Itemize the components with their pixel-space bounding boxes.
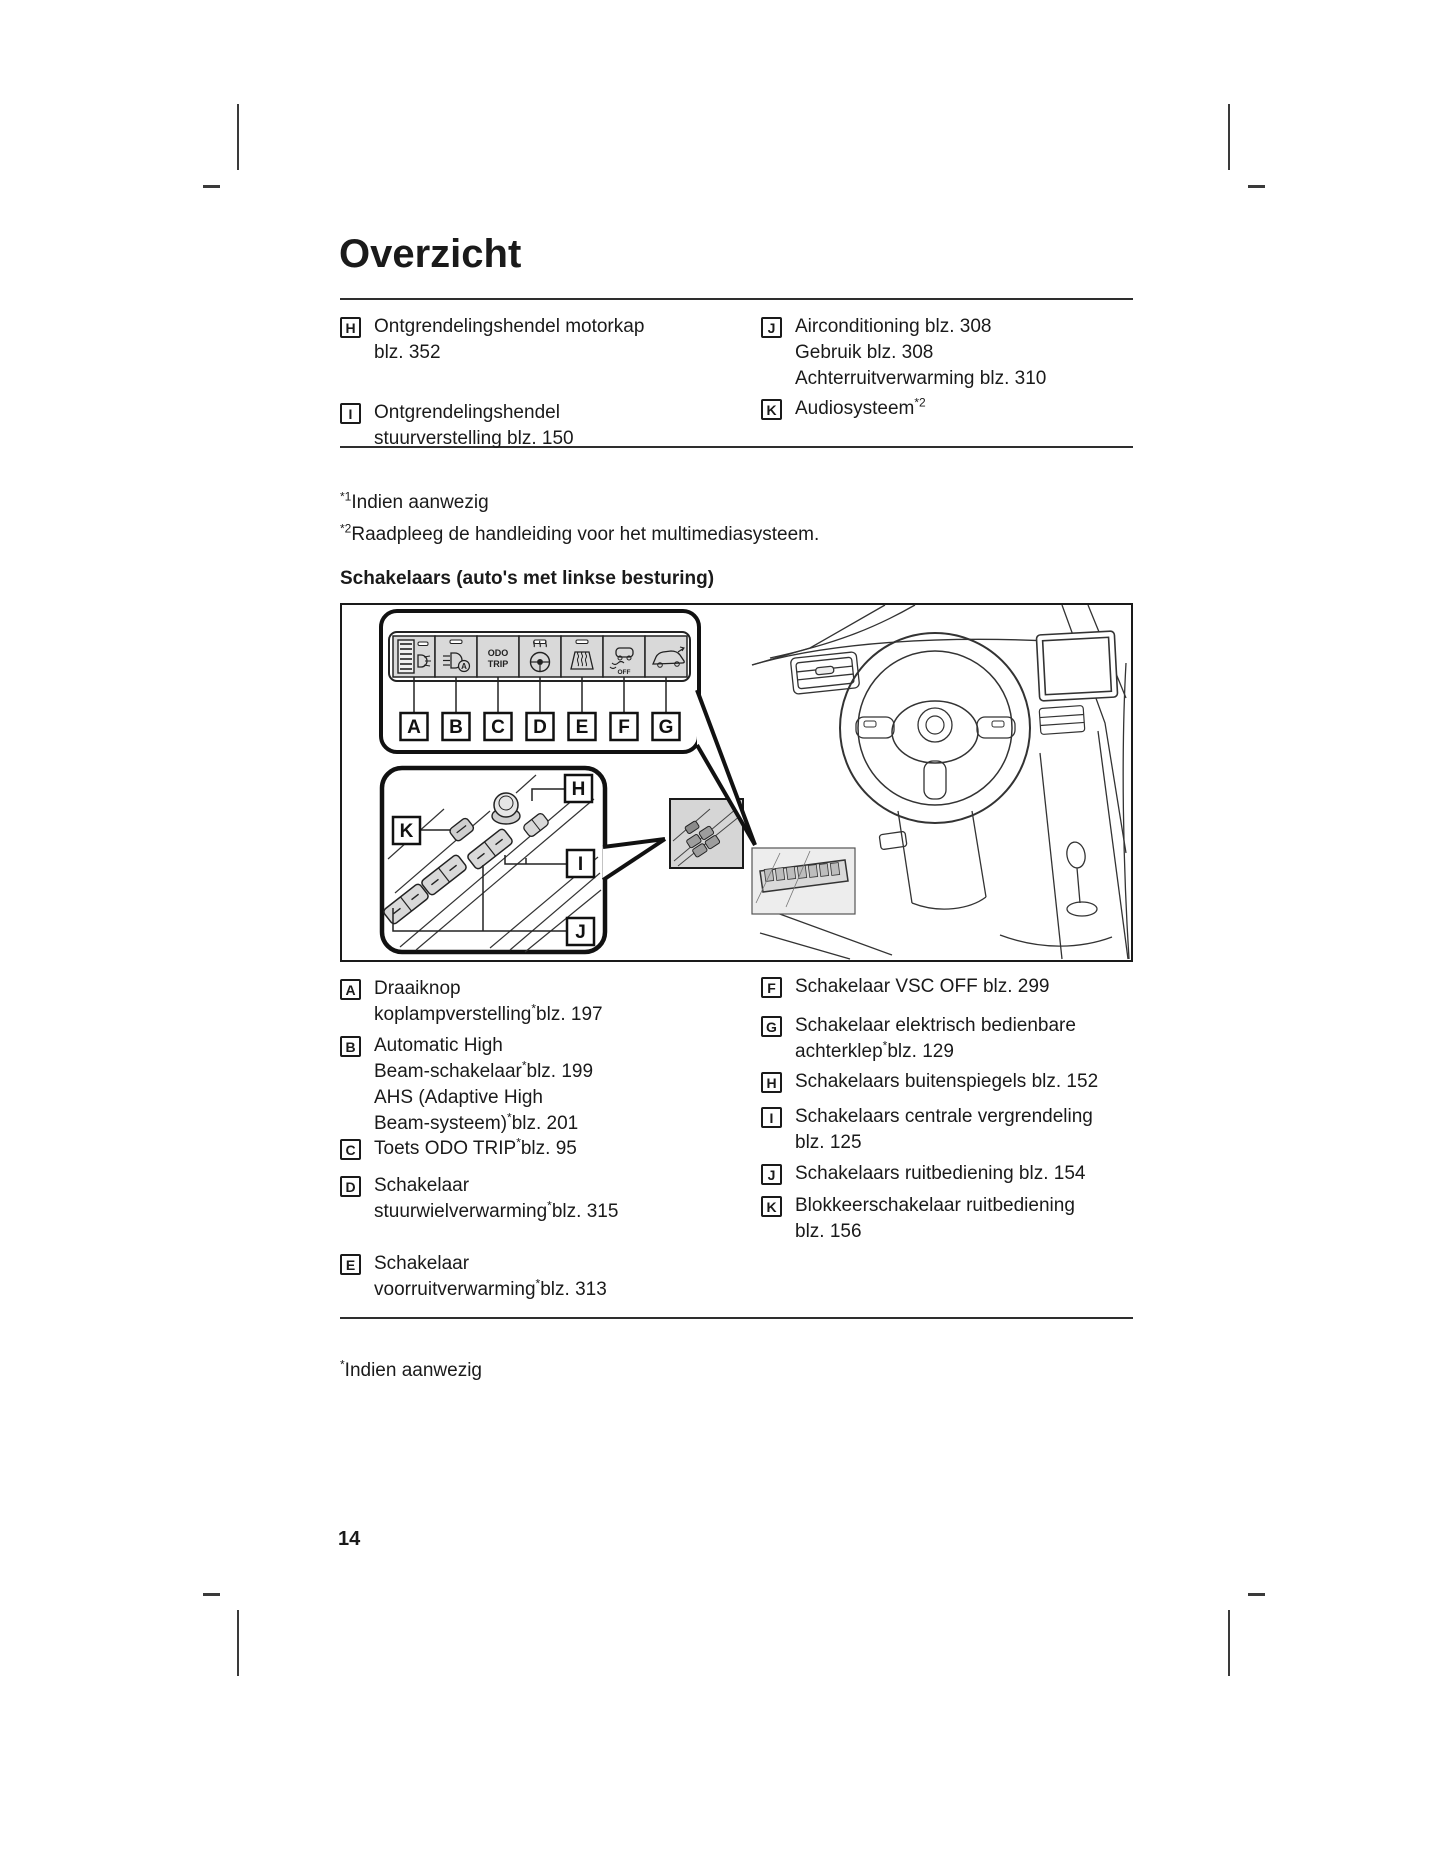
footnote-marker: *2: [914, 395, 926, 410]
line: blz. 95: [520, 1138, 577, 1159]
line: Beam-schakelaar: [374, 1061, 522, 1082]
list-item-H: [340, 314, 700, 366]
page-number: 14: [338, 1528, 361, 1550]
legend-item-F: [761, 974, 1151, 1000]
footnote-3: [340, 1358, 482, 1384]
label-g: G: [658, 717, 674, 738]
line: achterklep: [795, 1041, 883, 1062]
list-item-text: [374, 314, 644, 366]
key-badge-K: K: [761, 399, 782, 420]
list-item-J: [761, 314, 1121, 392]
legend-item-B: [340, 1033, 730, 1137]
line: Schakelaar VSC OFF blz. 299: [795, 976, 1050, 997]
line: Automatic High: [374, 1035, 503, 1056]
dashboard-illustration: [340, 603, 1133, 962]
legend-text: [374, 1136, 577, 1162]
key-badge-B: B: [340, 1036, 361, 1057]
line: stuurverstelling blz. 150: [374, 428, 574, 449]
key-badge-H2: H: [761, 1072, 782, 1093]
footnote-text: Indien aanwezig: [344, 1360, 482, 1381]
footnote-text: Indien aanwezig: [351, 492, 489, 513]
line: Achterruitverwarming blz. 310: [795, 368, 1047, 389]
line: blz. 156: [795, 1221, 862, 1242]
key-badge-J2: J: [761, 1164, 782, 1185]
key-badge-I2: I: [761, 1107, 782, 1128]
legend-item-D: [340, 1173, 730, 1225]
svg-text:ODO: ODO: [487, 648, 509, 658]
legend-item-A: [340, 976, 730, 1028]
crop-mark-bottom-left-vertical: [237, 1610, 239, 1676]
line: koplampverstelling: [374, 1004, 532, 1025]
footnote-marker: *: [547, 1198, 552, 1213]
list-item-I: [340, 400, 700, 452]
key-badge-J: J: [761, 317, 782, 338]
page-title: Overzicht: [339, 232, 522, 276]
line: blz. 352: [374, 342, 441, 363]
legend-text: [795, 1104, 1093, 1156]
mirror-adjust-knob: [492, 793, 520, 824]
divider-rule-bottom: [340, 1317, 1133, 1319]
line: Airconditioning blz. 308: [795, 316, 992, 337]
legend-text: [374, 976, 603, 1028]
key-badge-A: A: [340, 979, 361, 1000]
legend-text: [374, 1251, 607, 1303]
crop-mark-bottom-left-dash: [203, 1593, 220, 1596]
list-item-text: [795, 396, 926, 422]
legend-text: [795, 1161, 1085, 1187]
line: stuurwielverwarming: [374, 1201, 548, 1222]
legend-item-E: [340, 1251, 730, 1303]
footnote-marker: *: [535, 1276, 541, 1291]
line: blz. 197: [536, 1004, 603, 1025]
line: Schakelaar: [374, 1175, 470, 1196]
crop-mark-top-left-dash: [203, 185, 220, 188]
legend-text: [795, 1069, 1098, 1095]
footnote-marker: *: [507, 1110, 512, 1125]
label-e: E: [575, 717, 589, 738]
label-a: A: [407, 717, 421, 738]
footnote-marker: *2: [340, 521, 352, 536]
label-j: J: [575, 922, 586, 943]
crop-mark-top-right-dash: [1248, 185, 1265, 188]
legend-item-H2: [761, 1069, 1151, 1095]
key-badge-H: H: [340, 317, 361, 338]
label-h: H: [571, 779, 586, 800]
label-i: I: [577, 854, 584, 875]
line: Schakelaar elektrisch bedienbare: [795, 1015, 1076, 1036]
crop-mark-top-left-vertical: [237, 104, 239, 170]
legend-text: [374, 1173, 618, 1225]
line: Schakelaars buitenspiegels blz. 152: [795, 1071, 1099, 1092]
line: blz. 129: [887, 1041, 954, 1062]
switch-strip-highlight: [752, 848, 855, 914]
label-b: B: [449, 717, 463, 738]
legend-item-C: [340, 1136, 730, 1162]
line: Gebruik blz. 308: [795, 342, 934, 363]
label-f: F: [618, 717, 630, 738]
legend-item-I2: [761, 1104, 1151, 1156]
list-item-text: [795, 314, 1046, 392]
infotainment-screen: [1036, 631, 1117, 701]
line: Ontgrendelingshendel motorkap: [374, 316, 645, 337]
legend-item-G: [761, 1013, 1151, 1065]
divider-rule-top: [340, 298, 1133, 300]
key-badge-I: I: [340, 403, 361, 424]
crop-mark-bottom-right-dash: [1248, 1593, 1265, 1596]
line: AHS (Adaptive High: [374, 1087, 543, 1108]
key-badge-G: G: [761, 1016, 782, 1037]
footnote-marker: *: [521, 1058, 527, 1073]
line: Schakelaar: [374, 1253, 470, 1274]
footnote-2: [340, 522, 819, 548]
legend-text: [795, 974, 1050, 1000]
list-item-K: [761, 396, 1121, 422]
line: Ontgrendelingshendel: [374, 402, 560, 423]
label-d: D: [533, 717, 547, 738]
footnote-marker: *: [340, 1357, 345, 1372]
legend-text: [795, 1193, 1075, 1245]
svg-text:A: A: [461, 662, 467, 671]
line: blz. 201: [511, 1113, 579, 1134]
legend-item-J2: [761, 1161, 1151, 1187]
footnote-text: Raadpleeg de handleiding voor het multimediasysteem.: [351, 524, 820, 545]
line: voorruitverwarming: [374, 1279, 536, 1300]
odo-trip-icon: [488, 648, 509, 669]
list-item-text: [374, 400, 574, 452]
legend-text: [795, 1013, 1076, 1065]
key-badge-K2: K: [761, 1196, 782, 1217]
key-badge-C: C: [340, 1139, 361, 1160]
label-k: K: [399, 821, 414, 842]
section-heading: Schakelaars (auto's met linkse besturing): [340, 568, 715, 589]
crop-mark-top-right-vertical: [1228, 104, 1230, 170]
line: Schakelaars ruitbediening blz. 154: [795, 1163, 1086, 1184]
line: blz. 315: [551, 1201, 619, 1222]
key-badge-E: E: [340, 1254, 361, 1275]
legend-item-K2: [761, 1193, 1151, 1245]
footnote-marker: *1: [340, 489, 352, 504]
svg-text:OFF: OFF: [617, 669, 631, 676]
line: blz. 199: [526, 1061, 594, 1082]
key-badge-D: D: [340, 1176, 361, 1197]
crop-mark-bottom-right-vertical: [1228, 1610, 1230, 1676]
svg-text:TRIP: TRIP: [487, 659, 509, 669]
footnote-marker: *: [516, 1135, 521, 1150]
line: Schakelaars centrale vergrendeling: [795, 1106, 1093, 1127]
line: Beam-systeem): [374, 1113, 508, 1134]
key-badge-F: F: [761, 977, 782, 998]
line: blz. 125: [795, 1132, 862, 1153]
switch-label-boxes: [401, 713, 680, 740]
line: Toets ODO TRIP: [374, 1138, 517, 1159]
footnote-1: [340, 490, 489, 516]
line: Audiosysteem: [795, 398, 915, 419]
legend-text: [374, 1033, 593, 1137]
line: Draaiknop: [374, 978, 461, 999]
line: blz. 313: [540, 1279, 607, 1300]
line: Blokkeerschakelaar ruitbediening: [795, 1195, 1075, 1216]
footnote-marker: *: [882, 1038, 888, 1053]
footnote-marker: *: [531, 1001, 537, 1016]
label-c: C: [491, 717, 505, 738]
